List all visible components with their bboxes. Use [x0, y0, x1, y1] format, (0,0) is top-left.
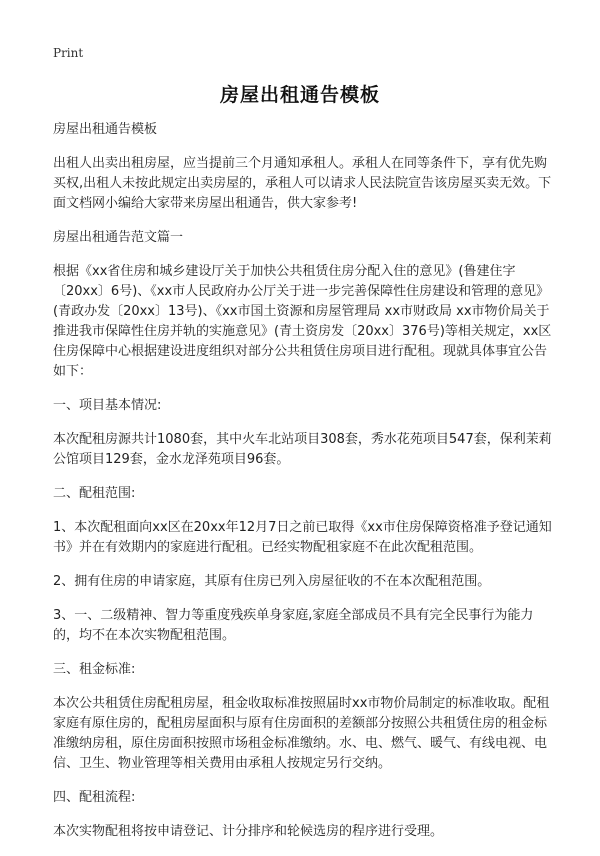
process-paragraph: 本次实物配租将按申请登记、计分排序和轮候选房的程序进行受理。	[53, 824, 444, 839]
document-body	[53, 120, 553, 856]
heading-rent-standard: 三、租金标准:	[53, 662, 136, 677]
scope-paragraph-1: 1、本次配租面向xx区在20xx年12月7日之前已取得《xx市住房保障资格准予登记通知书》并在有效期内的家庭进行配租。已经实物配租家庭不在此次配租范围。	[53, 520, 552, 555]
document-subtitle: 房屋出租通告模板	[53, 122, 158, 137]
heading-process: 四、配租流程:	[53, 790, 136, 805]
intro-paragraph: 出租人出卖出租房屋，应当提前三个月通知承租人。承租人在同等条件下，享有优先购买权,出租人未按此规定出卖房屋的，承租人可以请求人民法院宣告该房屋买卖无效。下面文档网小编给大家带来房屋出租通告，供大家参考!	[53, 156, 552, 211]
heading-project-info: 一、项目基本情况:	[53, 398, 162, 413]
scope-paragraph-2: 2、拥有住房的申请家庭，其原有住房已列入房屋征收的不在本次配租范围。	[53, 574, 491, 589]
page-title: 房屋出租通告模板	[219, 84, 380, 106]
scope-paragraph-3: 3、一、二级精神、智力等重度残疾单身家庭,家庭全部成员不具有完全民事行为能力的，均不在本次实物配租范围。	[53, 608, 534, 643]
basis-paragraph: 根据《xx省住房和城乡建设厅关于加快公共租赁住房分配入住的意见》(鲁建住字〔20xx〕6号)、《xx市人民政府办公厅关于进一步完善保障性住房建设和管理的意见》(青政办发〔20xx〕13号)、《xx市国土资源和房屋管理局 xx市财政局 xx市物价局关于推进我市保障性住房并轨的实施意见》(青土资房发〔20xx〕376号)等相关规定，xx区住房保障中心根据建设进度组织对部分公共租赁住房项目进行配租。现就具体事宜公告如下：	[53, 264, 552, 379]
section-title: 房屋出租通告范文篇一	[53, 230, 184, 245]
print-link[interactable]: Print	[53, 46, 84, 60]
rent-standard-paragraph: 本次公共租赁住房配租房屋，租金收取标准按照届时xx市物价局制定的标准收取。配租家庭有原住房的，配租房屋面积与原有住房面积的差额部分按照公共租赁住房的租金标准缴纳房租，原住房面积按照市场租金标准缴纳。水、电、燃气、暖气、有线电视、电信、卫生、物业管理等相关费用由承租人按规定另行交纳。	[53, 696, 550, 771]
project-info-paragraph: 本次配租房源共计1080套，其中火车北站项目308套，秀水花苑项目547套，保利茉莉公馆项目129套，金水龙泽苑项目96套。	[53, 432, 552, 467]
heading-scope: 二、配租范围:	[53, 486, 136, 501]
